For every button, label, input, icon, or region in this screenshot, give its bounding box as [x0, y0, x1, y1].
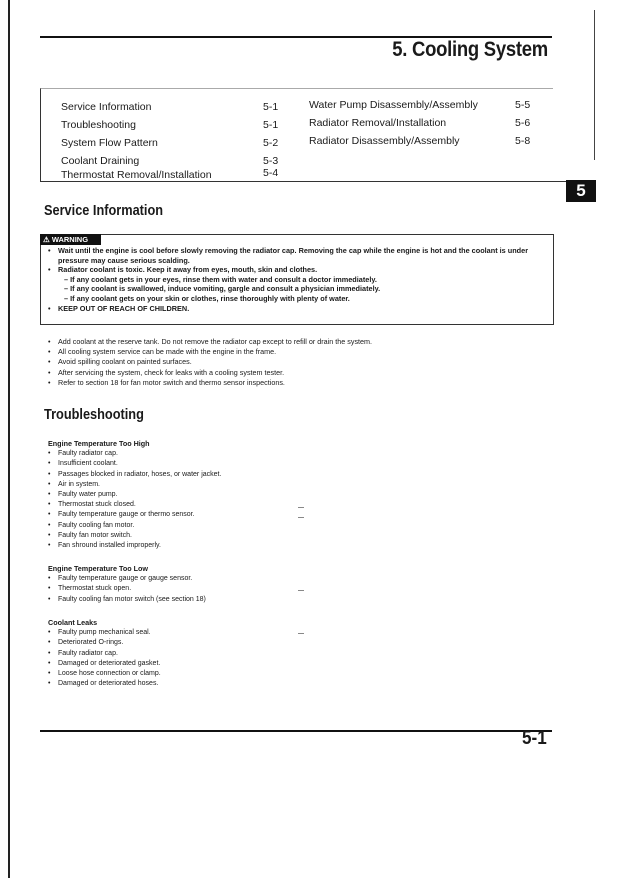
warning-icon: ⚠: [43, 235, 52, 244]
toc-page: 5-2: [263, 137, 279, 149]
toc-page: 5-5: [515, 99, 531, 111]
list-item: • Faulty cooling fan motor.: [48, 521, 135, 529]
list-item: • Loose hose connection or clamp.: [48, 670, 161, 678]
toc-page: 5-3: [263, 155, 279, 167]
list-item: • Damaged or deteriorated hoses.: [48, 680, 159, 688]
section-heading-troubleshooting: Troubleshooting: [44, 406, 144, 423]
margin-tick: [298, 633, 304, 634]
toc-item: Thermostat Removal/Installation: [61, 169, 212, 181]
section-heading-service-info: Service Information: [44, 202, 164, 219]
page-edge-left: [8, 0, 10, 878]
toc-page: 5-1: [263, 119, 279, 131]
chapter-title: 5. Cooling System: [392, 38, 548, 61]
list-item: • Thermostat stuck open.: [48, 585, 132, 593]
toc-item: Troubleshooting: [61, 119, 136, 131]
toc-page: 5-8: [515, 135, 531, 147]
list-item: • Faulty pump mechanical seal.: [48, 629, 151, 637]
note-item: • Add coolant at the reserve tank. Do not remove the radiator cap except to refill or drain the system.: [48, 337, 373, 346]
toc-item: Coolant Draining: [61, 155, 140, 167]
margin-tick: [298, 517, 304, 518]
warning-label: [40, 234, 101, 245]
trouble-group-low-temp: [48, 564, 206, 605]
warning-subitem: – If any coolant gets on your skin or clothes, rinse thoroughly with plenty of water.: [64, 293, 350, 303]
warning-item: • Radiator coolant is toxic. Keep it away from eyes, mouth, skin and clothes.: [48, 265, 318, 275]
toc-page: 5-4: [263, 167, 279, 179]
warning-subitem: – If any coolant gets in your eyes, rinse them with water and consult a doctor immediately.: [64, 274, 377, 284]
list-item: • Faulty fan motor switch.: [48, 531, 132, 539]
warning-subitem: – If any coolant is swallowed, induce vomiting, gargle and consult a physician immediately.: [64, 284, 381, 294]
chapter-tab: 5: [566, 180, 596, 202]
note-item: • Refer to section 18 for fan motor switch and thermo sensor inspections.: [48, 377, 285, 387]
page-edge-right: [594, 10, 595, 160]
list-item: • Passages blocked in radiator, hoses, or water jacket.: [48, 470, 222, 478]
group-title: Engine Temperature Too High: [48, 439, 150, 448]
list-item: • Faulty radiator cap.: [48, 450, 118, 458]
list-item: • Insufficient coolant.: [48, 460, 118, 468]
toc-item: Service Information: [61, 101, 152, 113]
list-item: • Faulty temperature gauge or thermo sensor.: [48, 511, 195, 519]
list-item: • Faulty radiator cap.: [48, 649, 118, 657]
trouble-group-coolant-leaks: [48, 618, 161, 689]
toc-page: 5-1: [263, 101, 279, 113]
toc-page: 5-6: [515, 117, 531, 129]
warning-item: • Wait until the engine is cool before slowly removing the radiator cap. Removing the cap while the engine is hot and the coolant is under pressure may cause serious scalding.: [48, 246, 548, 265]
service-notes: [48, 337, 372, 388]
footer-rule: [40, 730, 552, 732]
toc-box: [40, 88, 553, 182]
warning-list: [48, 246, 548, 313]
toc-item: Water Pump Disassembly/Assembly: [309, 99, 478, 111]
list-item: • Faulty temperature gauge or gauge sensor.: [48, 575, 193, 583]
chapter-tab-rule: [40, 181, 596, 182]
margin-tick: [298, 507, 304, 508]
group-title: Coolant Leaks: [48, 618, 98, 627]
warning-item: • KEEP OUT OF REACH OF CHILDREN.: [48, 303, 190, 313]
toc-item: Radiator Removal/Installation: [309, 117, 447, 129]
warning-text: KEEP OUT OF REACH OF CHILDREN.: [58, 303, 190, 313]
note-item: • After servicing the system, check for leaks with a cooling system tester.: [48, 367, 285, 377]
note-item: • All cooling system service can be made with the engine in the frame.: [48, 347, 277, 357]
margin-tick: [298, 590, 304, 591]
list-item: • Deteriorated O-rings.: [48, 639, 124, 647]
note-item: • Avoid spilling coolant on painted surfaces.: [48, 357, 192, 367]
list-item: • Faulty water pump.: [48, 491, 118, 499]
list-item: • Faulty cooling fan motor switch (see section 18): [48, 595, 206, 603]
warning-text: Wait until the engine is cool before slowly removing the radiator cap. Removing the cap while the engine is hot and the coolant is under pressure may cause serious scalding.: [58, 246, 529, 265]
list-item: • Fan shround installed improperly.: [48, 542, 161, 550]
group-title: Engine Temperature Too Low: [48, 564, 148, 573]
page-number: 5-1: [522, 728, 547, 749]
toc-item: Radiator Disassembly/Assembly: [309, 135, 460, 147]
toc-item: System Flow Pattern: [61, 137, 158, 149]
list-item: • Damaged or deteriorated gasket.: [48, 659, 161, 667]
list-item: • Air in system.: [48, 480, 101, 488]
warning-text: Radiator coolant is toxic. Keep it away from eyes, mouth, skin and clothes.: [58, 265, 318, 275]
list-item: • Thermostat stuck closed.: [48, 501, 136, 509]
warning-label-text: WARNING: [51, 235, 89, 244]
trouble-group-high-temp: [48, 439, 221, 551]
